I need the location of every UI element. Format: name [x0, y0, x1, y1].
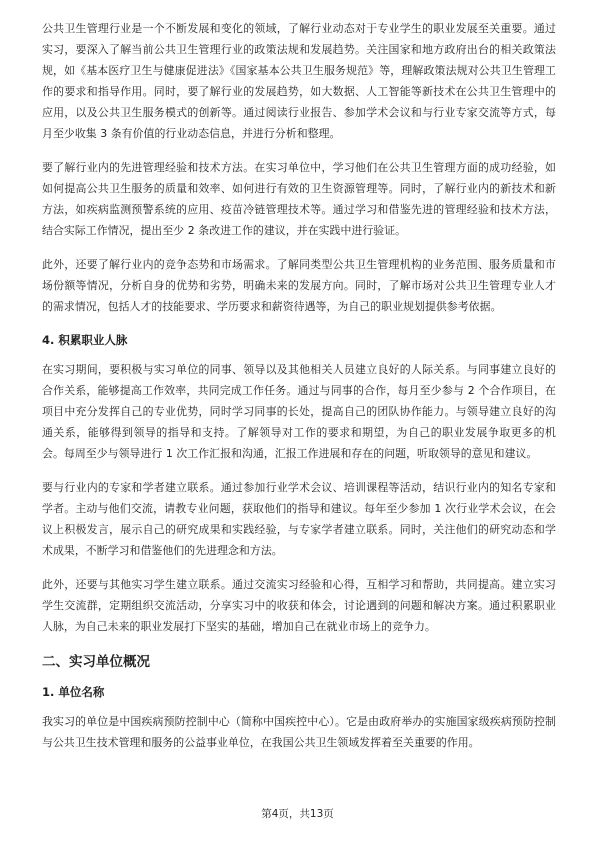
paragraph-market-demand: 此外，还要了解行业内的竞争态势和市场需求。了解同类型公共卫生管理机构的业务范围、服务质量和市场份额等情况，分析自身的优势和劣势，明确未来的发展方向。同时，了解市场对公共卫生管理专业人才的需求情况，包括人才的技能要求、学历要求和薪资待遇等，为自己的职业规划提供参考依据。 [42, 258, 556, 313]
paragraph-expert-relations: 要与行业内的专家和学者建立联系。通过参加行业学术会议、培训课程等活动，结识行业内的知名专家和学者。主动与他们交流，请教专业问题，获取他们的指导和建议。每年至少参加 1 次行业学术会议，在会议上积极发言，展示自己的研究成果和实践经验，与专家学者建立联系。同时，关注他们的研究动态和学术成果，不断学习和借鉴他们的先进理念和方法。 [42, 481, 556, 557]
document-page [42, 18, 556, 766]
heading-unit-name: 1. 单位名称 [42, 685, 105, 699]
paragraph-industry-trends: 公共卫生管理行业是一个不断发展和变化的领域，了解行业动态对于专业学生的职业发展至关重要。通过实习，要深入了解当前公共卫生管理行业的政策法规和发展趋势。关注国家和地方政府出台的相关政策法规，如《基本医疗卫生与健康促进法》《国家基本公共卫生服务规范》等，理解政策法规对公共卫生管理工作的要求和指导作用。同时，要了解行业的发展趋势，如大数据、人工智能等新技术在公共卫生管理中的应用，以及公共卫生服务模式的创新等。通过阅读行业报告、参加学术会议和与行业专家交流等方式，每月至少收集 3 条有价值的行业动态信息，并进行分析和整理。 [42, 22, 556, 140]
heading-accumulate-network: 4. 积累职业人脉 [42, 333, 128, 347]
paragraph-management-experience: 要了解行业内的先进管理经验和技术方法。在实习单位中，学习他们在公共卫生管理方面的成功经验，如如何提高公共卫生服务的质量和效率、如何进行有效的卫生资源管理等。同时，了解行业内的新技术和新方法，如疾病监测预警系统的应用、疫苗冷链管理技术等。通过学习和借鉴先进的管理经验和技术方法，结合实际工作情况，提出至少 2 条改进工作的建议，并在实践中进行验证。 [42, 161, 556, 237]
heading-section-unit-overview: 二、实习单位概况 [42, 654, 150, 670]
paragraph-colleague-relations: 在实习期间，要积极与实习单位的同事、领导以及其他相关人员建立良好的人际关系。与同事建立良好的合作关系，能够提高工作效率，共同完成工作任务。通过与同事的合作，每月至少参与 2 个合作项目，在项目中充分发挥自己的专业优势，同时学习同事的长处，提高自己的团队协作能力。与领导建立良好的沟通关系，能够得到领导的指导和支持。了解领导对工作的要求和期望，为自己的职业发展争取更多的机会。每周至少与领导进行 1 次工作汇报和沟通，汇报工作进展和存在的问题，听取领导的意见和建议。 [42, 363, 556, 460]
paragraph-intern-relations: 此外，还要与其他实习学生建立联系。通过交流实习经验和心得，互相学习和帮助，共同提高。建立实习学生交流群，定期组织交流活动，分享实习中的收获和体会，讨论遇到的问题和解决方案。通过积累职业人脉，为自己未来的职业发展打下坚实的基础，增加自己在就业市场上的竞争力。 [42, 578, 556, 633]
page-number-footer: 第4页，共13页 [261, 808, 334, 820]
paragraph-unit-description: 我实习的单位是中国疾病预防控制中心（简称中国疾控中心）。它是由政府举办的实施国家级疾病预防控制与公共卫生技术管理和服务的公益事业单位，在我国公共卫生领域发挥着至关重要的作用。 [42, 715, 556, 749]
